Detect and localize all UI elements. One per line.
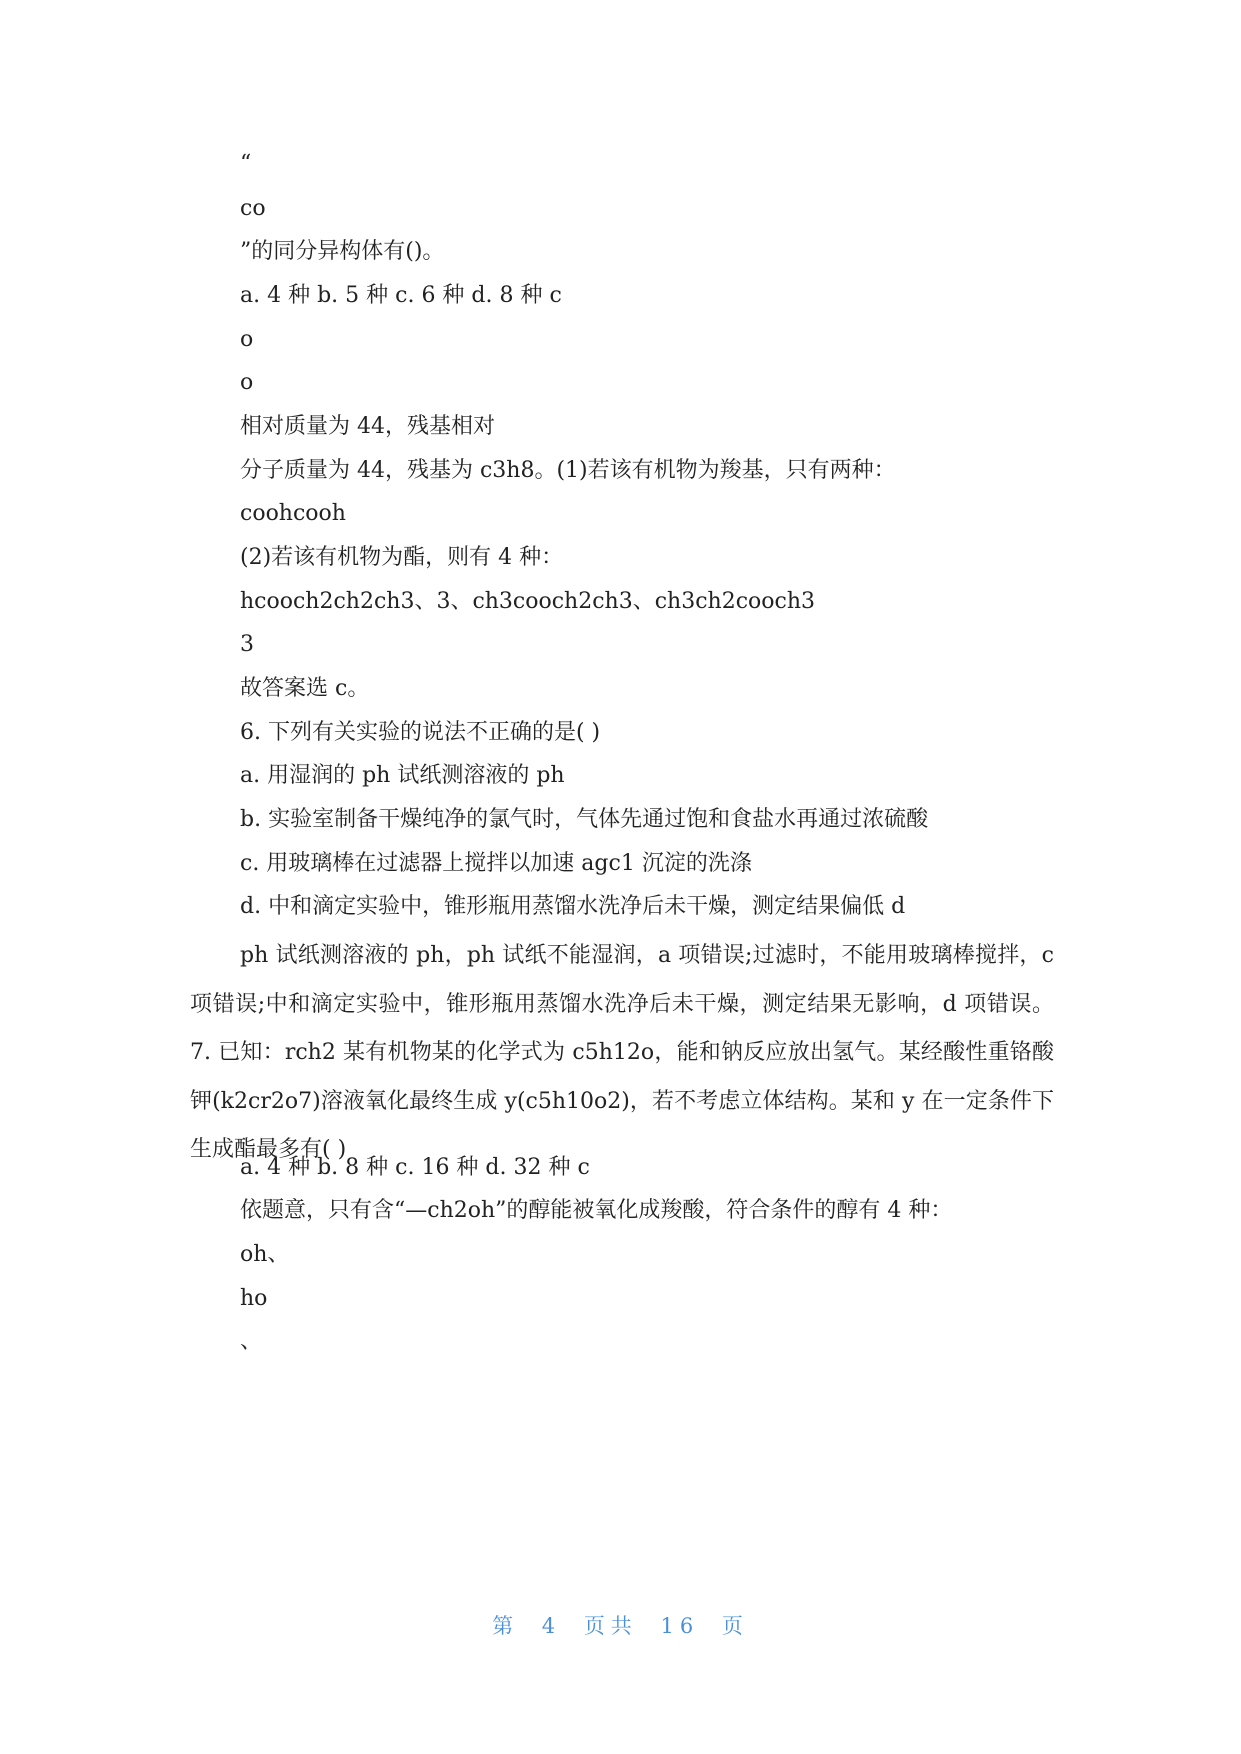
text-line: ho — [240, 1286, 268, 1311]
text-line: oh、 — [240, 1242, 290, 1267]
option-line: a. 用湿润的 ph 试纸测溶液的 ph — [240, 763, 565, 788]
option-line: c. 用玻璃棒在过滤器上搅拌以加速 agc1 沉淀的洗涤 — [240, 851, 752, 876]
total-page-count: 16 — [660, 1614, 700, 1638]
answer-options-line: a. 4 种 b. 8 种 c. 16 种 d. 32 种 c — [240, 1155, 590, 1180]
option-line: b. 实验室制备干燥纯净的氯气时，气体先通过饱和食盐水再通过浓硫酸 — [240, 807, 929, 832]
text-line: 相对质量为 44，残基相对 — [240, 414, 495, 439]
explanation-paragraph — [190, 932, 1054, 1175]
text-line: (2)若该有机物为酯，则有 4 种： — [240, 545, 564, 570]
text-line: hcooch2ch2ch3、3、ch3cooch2ch3、ch3ch2cooch3 — [240, 589, 815, 614]
text-line: o — [240, 370, 254, 395]
text-line: “ — [240, 151, 252, 176]
footer-mid: 页共 — [583, 1614, 638, 1638]
text-line: 故答案选 c。 — [240, 676, 370, 701]
text-line: 分子质量为 44，残基为 c3h8。(1)若该有机物为羧基，只有两种： — [240, 458, 896, 483]
answer-options-line: a. 4 种 b. 5 种 c. 6 种 d. 8 种 c — [240, 283, 562, 308]
text-line: 依题意，只有含“—ch2oh”的醇能被氧化成羧酸，符合条件的醇有 4 种： — [240, 1198, 953, 1223]
text-line: co — [240, 196, 266, 221]
footer-suffix: 页 — [721, 1614, 749, 1638]
explanation-text: ph 试纸测溶液的 ph，ph 试纸不能湿润，a 项错误;过滤时，不能用玻璃棒搅拌，c 项错误;中和滴定实验中，锥形瓶用蒸馏水洗净后未干燥，测定结果无影响，d 项错误。 7. 已知：rch2 某有机物某的化学式为 c5h12o，能和钠反应放出氢气。某经酸性重铬酸钾(k2cr2o7)溶液氧化最终生成 y(c5h10o2)，若不考虑立体结构。某和 y 在一定条件下生成酯最多有( ) — [190, 943, 1054, 1163]
current-page-number: 4 — [541, 1614, 562, 1638]
text-line: coohcooh — [240, 501, 346, 526]
text-line: o — [240, 327, 254, 352]
text-line: 、 — [240, 1329, 263, 1354]
question-line: 6. 下列有关实验的说法不正确的是( ) — [240, 720, 601, 745]
text-line: 3 — [240, 632, 254, 657]
footer-prefix: 第 — [492, 1614, 520, 1638]
text-line: ”的同分异构体有()。 — [240, 239, 445, 264]
page-footer — [0, 1612, 1241, 1640]
option-line: d. 中和滴定实验中，锥形瓶用蒸馏水洗净后未干燥，测定结果偏低 d — [240, 894, 906, 919]
